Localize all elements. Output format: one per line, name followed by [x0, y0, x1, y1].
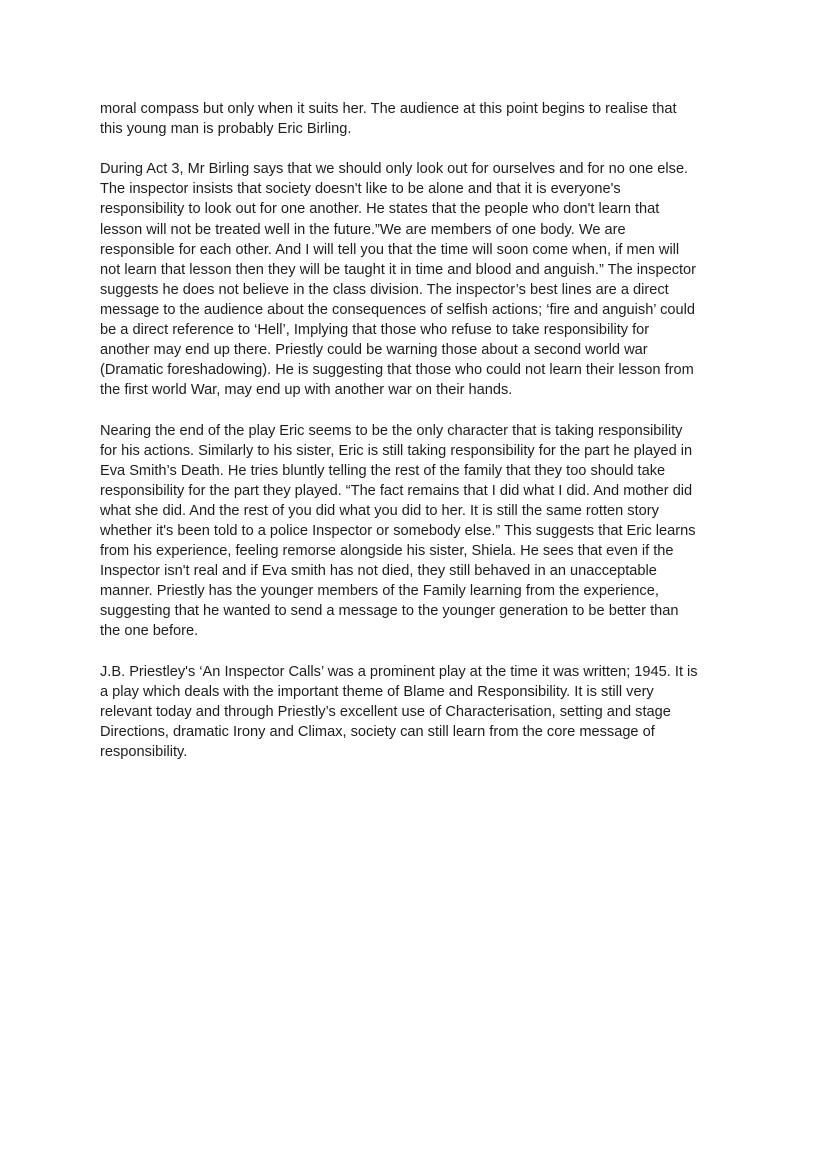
- text-line: from his experience, feeling remorse alongside his sister, Shiela. He sees that even if the: [100, 543, 674, 560]
- text-line: another may end up there. Priestly could be warning those about a second world war: [100, 342, 648, 359]
- text-line: a play which deals with the important theme of Blame and Responsibility. It is still very: [100, 683, 654, 700]
- text-line: Nearing the end of the play Eric seems to be the only character that is taking responsibility: [100, 422, 683, 439]
- text-line: the first world War, may end up with another war on their hands.: [100, 382, 513, 399]
- text-line: Inspector isn't real and if Eva smith has not died, they still behaved in an unacceptable: [100, 563, 657, 580]
- text-line: not learn that lesson then they will be taught it in time and blood and anguish.” The inspector: [100, 261, 697, 278]
- text-line: suggesting that he wanted to send a message to the younger generation to be better than: [100, 603, 679, 620]
- paragraph-conclusion: [100, 662, 740, 762]
- paragraph-act-3: [100, 159, 740, 400]
- text-line: responsible for each other. And I will tell you that the time will soon come when, if men will: [100, 241, 680, 258]
- text-line: this young man is probably Eric Birling.: [100, 121, 352, 138]
- text-line: responsibility.: [100, 744, 188, 760]
- text-line: manner. Priestly has the younger members of the Family learning from the experience,: [100, 583, 659, 600]
- text-line: Directions, dramatic Irony and Climax, society can still learn from the core message of: [100, 723, 655, 740]
- text-line: relevant today and through Priestly’s excellent use of Characterisation, setting and stage: [100, 703, 671, 720]
- document-body: [100, 99, 740, 782]
- paragraph-birling-identity: [100, 99, 740, 139]
- text-line: for his actions. Similarly to his sister, Eric is still taking responsibility for the part he played in: [100, 442, 693, 459]
- text-line: The inspector insists that society doesn't like to be alone and that it is everyone's: [100, 181, 621, 198]
- text-line: what she did. And the rest of you did what you did to her. It is still the same rotten story: [100, 502, 659, 519]
- text-line: the one before.: [100, 623, 199, 640]
- text-line: Eva Smith’s Death. He tries bluntly telling the rest of the family that they too should take: [100, 462, 666, 479]
- text-line: whether it's been told to a police Inspector or somebody else.” This suggests that Eric learns: [100, 522, 696, 539]
- text-line: moral compass but only when it suits her. The audience at this point begins to realise that: [100, 101, 677, 117]
- text-line: (Dramatic foreshadowing). He is suggesting that those who could not learn their lesson from: [100, 362, 694, 379]
- text-line: lesson will not be treated well in the future.”We are members of one body. We are: [100, 221, 626, 238]
- text-line: responsibility for the part they played. “The fact remains that I did what I did. And mother did: [100, 482, 693, 499]
- text-line: J.B. Priestley's ‘An Inspector Calls’ was a prominent play at the time it was written; 1945. It is: [100, 663, 698, 680]
- paragraph-eric-responsibility: [100, 421, 740, 642]
- text-line: message to the audience about the consequences of selfish actions; ‘fire and anguish’ could: [100, 301, 695, 318]
- text-line: responsibility to look out for one another. He states that the people who don't learn that: [100, 201, 660, 218]
- text-line: be a direct reference to ‘Hell’, Implying that those who refuse to take responsibility for: [100, 322, 650, 339]
- text-line: During Act 3, Mr Birling says that we should only look out for ourselves and for no one else.: [100, 161, 689, 178]
- text-line: suggests he does not believe in the class division. The inspector’s best lines are a direct: [100, 281, 669, 298]
